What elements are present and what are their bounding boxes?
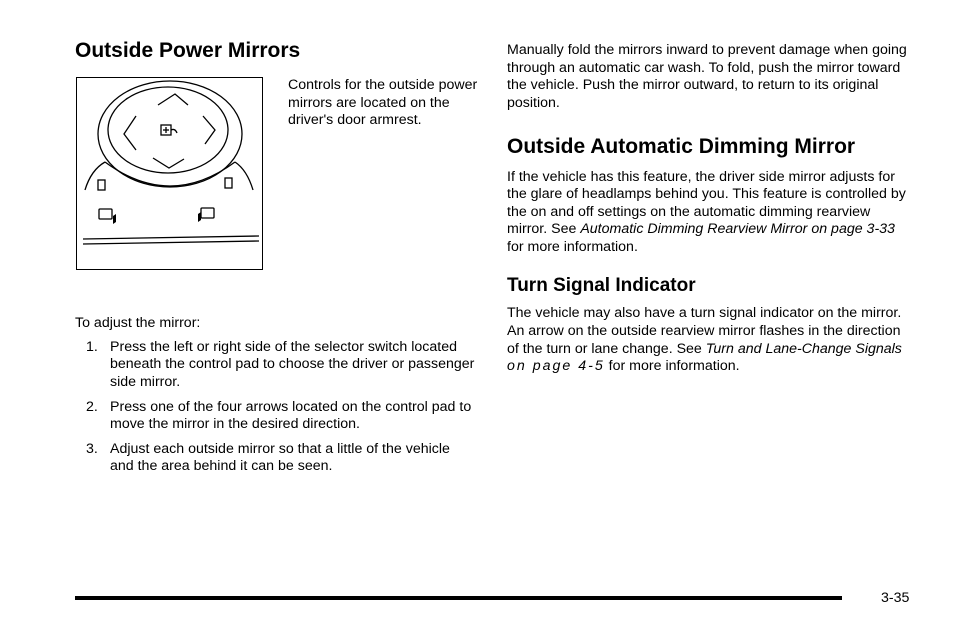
figure-caption: Controls for the outside power mirrors are located on the driver's door armrest. [288,77,478,129]
section-heading-power-mirrors: Outside Power Mirrors [75,39,301,62]
turn-signal-paragraph [507,305,912,375]
left-column [75,38,478,483]
step-text: Press one of the four arrows located on the control pad to move the mirror in the desired direction. [110,398,472,433]
dimming-reference-link[interactable]: Automatic Dimming Rearview Mirror [580,221,808,238]
right-column [507,42,912,376]
section-heading-dimming-mirror: Outside Automatic Dimming Mirror [507,135,856,159]
mirror-control-pad-illustration [77,78,262,268]
dimming-text-end: for more information. [507,238,638,255]
step-text: Adjust each outside mirror so that a little of the vehicle and the area behind it can be seen. [110,440,450,475]
step-number: 1. [86,338,98,355]
dimming-text: If the vehicle has this feature, the driver side mirror adjusts for the glare of headlamps behind you. This feature is controlled by the on and off settings on the automatic dimming rearview mirror. See [507,168,906,238]
footer-rule [75,596,842,600]
dimming-reference-page[interactable]: on page 3-33 [811,221,895,238]
figure-row [75,77,478,277]
mirror-control-figure [76,77,263,270]
dimming-paragraph [507,169,912,257]
step-number: 2. [86,398,98,415]
step-number: 3. [86,440,98,457]
adjust-intro: To adjust the mirror: [75,315,201,332]
turn-reference-page[interactable]: on page 4-5 [507,358,605,375]
turn-text-end: for more information. [604,358,740,375]
fold-paragraph: Manually fold the mirrors inward to prevent damage when going through an automatic car wash. To fold, push the mirror toward the vehicle. Push the mirror outward, to return to its original position. [507,42,907,111]
turn-text: The vehicle may also have a turn signal indicator on the mirror. An arrow on the outside rearview mirror flashes in the direction of the turn or lane change. See [507,305,902,357]
page-number: 3-35 [881,590,910,606]
list-item [75,399,475,434]
list-item [75,339,475,392]
list-item [75,441,475,476]
step-text: Press the left or right side of the selector switch located beneath the control pad to choose the driver or passenger side mirror. [110,338,475,390]
subsection-heading-turn-signal: Turn Signal Indicator [507,274,696,296]
turn-reference-link[interactable]: Turn and Lane-Change Signals [705,340,902,357]
adjust-steps-list [75,339,475,476]
